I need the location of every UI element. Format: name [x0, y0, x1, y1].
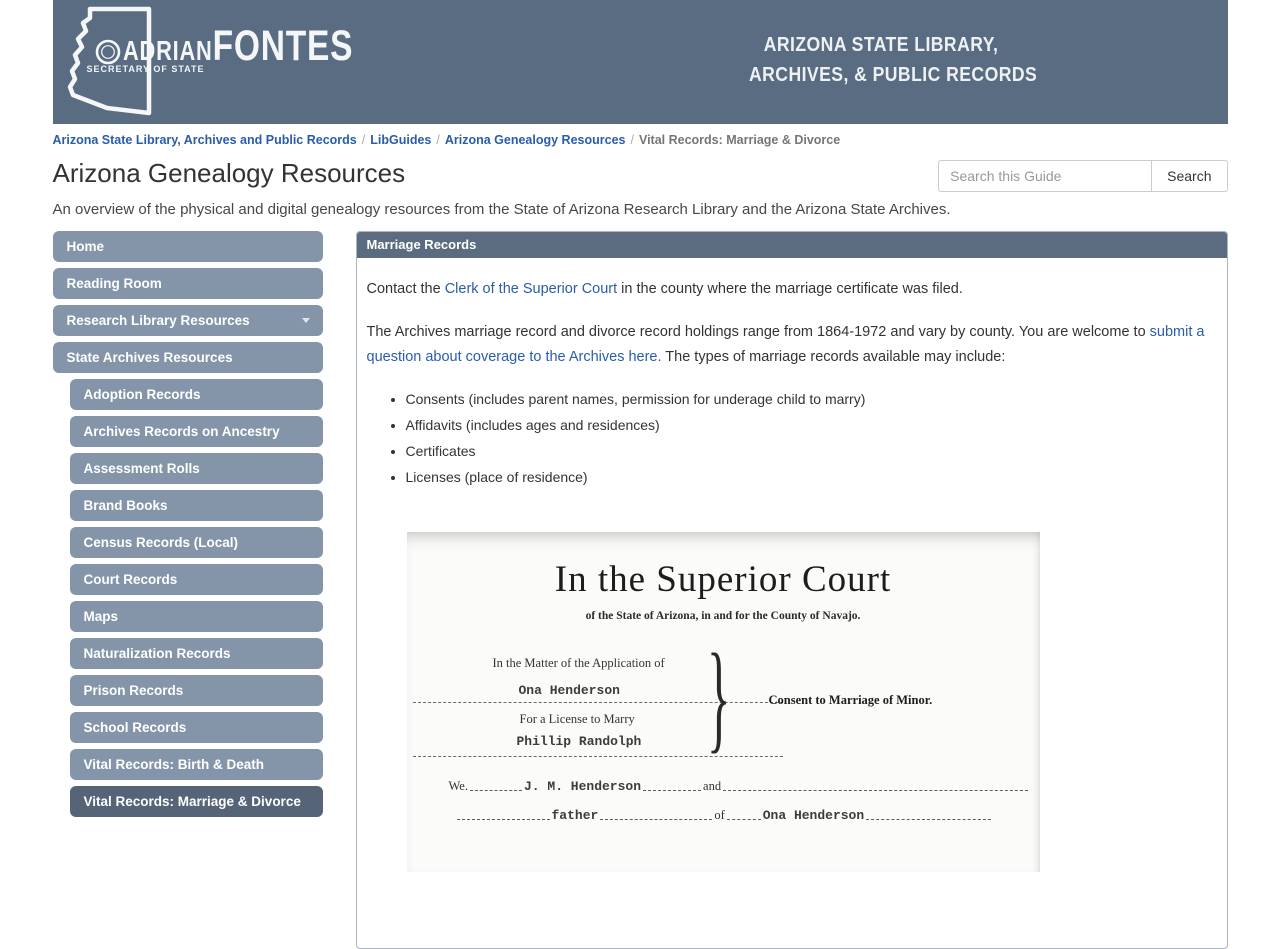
- library-org-title: [748, 30, 1037, 90]
- sidebar-item-label: Home: [66, 239, 105, 254]
- paragraph-text: in the county where the marriage certificate was filed.: [617, 281, 963, 297]
- sidebar-item-label: Maps: [83, 609, 119, 624]
- sidebar-item-census-records-local[interactable]: [70, 527, 323, 558]
- sidebar-item-reading-room[interactable]: [53, 268, 323, 299]
- consent-document-image: [407, 532, 1040, 872]
- panel-paragraph: [367, 277, 1217, 301]
- doc-and-label: and: [703, 779, 722, 794]
- doc-brace-glyph: }: [706, 629, 730, 765]
- breadcrumb-separator: /: [361, 133, 366, 147]
- main-column: [356, 231, 1228, 949]
- doc-subheading: of the State of Arizona, in and for the County of Navajo.: [585, 610, 861, 623]
- sidebar-item-label: Prison Records: [83, 683, 184, 698]
- state-seal-icon: [97, 41, 119, 63]
- inline-link[interactable]: submit a question about coverage to the Archives here.: [366, 324, 1205, 365]
- title-row: [53, 158, 1228, 192]
- search-input[interactable]: [938, 160, 1151, 192]
- breadcrumb-item[interactable]: LibGuides: [370, 133, 432, 147]
- sidebar-item-label: Brand Books: [83, 498, 168, 513]
- doc-dotted-line: [413, 756, 783, 757]
- sidebar-item-label: Court Records: [83, 572, 178, 587]
- doc-groom-name: Phillip Randolph: [516, 734, 642, 750]
- marriage-records-panel: [356, 231, 1228, 949]
- breadcrumb-item[interactable]: Arizona Genealogy Resources: [444, 133, 626, 147]
- sidebar-item-court-records[interactable]: [70, 564, 323, 595]
- record-type-item: • Affidavits (includes ages and residences): [406, 417, 1217, 433]
- doc-father-label: father: [551, 808, 599, 824]
- guide-description: An overview of the physical and digital genealogy resources from the State of Arizona Research Library and the Arizona State Archives.: [52, 201, 951, 218]
- panel-header: Marriage Records: [357, 232, 1227, 258]
- sidebar-item-label: Adoption Records: [83, 387, 201, 402]
- sidebar-item-assessment-rolls[interactable]: [70, 453, 323, 484]
- sidebar-item-maps[interactable]: [70, 601, 323, 632]
- panel-body: [357, 258, 1227, 948]
- sidebar-item-label: Research Library Resources: [66, 313, 250, 328]
- doc-applicant-name: Ona Henderson: [518, 683, 620, 699]
- org-title-line2: ARCHIVES, & PUBLIC RECORDS: [748, 64, 1037, 86]
- site-header: [53, 0, 1228, 124]
- sidebar-nav: [53, 231, 323, 949]
- page-container: [53, 0, 1228, 949]
- sidebar-item-vital-records-marriage-divorce[interactable]: [70, 786, 323, 817]
- doc-we-label: We.: [448, 779, 468, 794]
- doc-of-name: Ona Henderson: [762, 808, 865, 824]
- sidebar-item-naturalization-records[interactable]: [70, 638, 323, 669]
- sidebar-item-brand-books[interactable]: [70, 490, 323, 521]
- sidebar-item-label: Vital Records: Birth & Death: [83, 757, 265, 772]
- sidebar-item-prison-records[interactable]: [70, 675, 323, 706]
- brand-first-name: ADRIAN: [122, 35, 213, 66]
- record-type-item: • Licenses (place of residence): [406, 469, 1217, 485]
- panel-paragraph: [367, 320, 1217, 369]
- doc-consent-label: Consent to Marriage of Minor.: [768, 693, 933, 708]
- paragraph-text: The types of marriage records available may include:: [661, 348, 1006, 365]
- search-button[interactable]: Search: [1151, 160, 1227, 192]
- sidebar-item-label: State Archives Resources: [66, 350, 233, 365]
- paragraph-text: The Archives marriage record and divorce record holdings range from 1864-1972 and vary by county. You are welcome to: [366, 324, 1150, 341]
- record-type-item: • Certificates: [406, 443, 1217, 459]
- doc-heading: In the Superior Court: [554, 559, 892, 601]
- sidebar-item-vital-records-birth-death[interactable]: [70, 749, 323, 780]
- record-types-list: [367, 391, 1217, 485]
- sidebar-item-state-archives-resources[interactable]: [53, 342, 323, 373]
- doc-father-name: J. M. Henderson: [523, 779, 642, 795]
- page-title: Arizona Genealogy Resources: [52, 158, 406, 188]
- sidebar-item-label: Census Records (Local): [83, 535, 239, 550]
- doc-we-line: [449, 779, 1031, 794]
- sidebar-item-home[interactable]: [53, 231, 323, 262]
- breadcrumb-separator: /: [630, 133, 634, 147]
- sidebar-item-research-library-resources[interactable]: [53, 305, 323, 336]
- breadcrumb-item[interactable]: Arizona State Library, Archives and Public Records: [52, 133, 357, 147]
- sidebar-item-label: Reading Room: [66, 276, 162, 291]
- org-title-line1: ARIZONA STATE LIBRARY,: [763, 34, 998, 56]
- sidebar-item-school-records[interactable]: [70, 712, 323, 743]
- paragraph-text: Contact the: [366, 281, 445, 297]
- sidebar-item-label: Naturalization Records: [83, 646, 231, 661]
- breadcrumb-item: Vital Records: Marriage & Divorce: [638, 133, 841, 147]
- inline-link[interactable]: Clerk of the Superior Court: [444, 281, 618, 297]
- secretary-of-state-label: SECRETARY OF STATE: [86, 64, 205, 74]
- sidebar-item-archives-records-on-ancestry[interactable]: [70, 416, 323, 447]
- sidebar-item-label: Assessment Rolls: [83, 461, 200, 476]
- sidebar-item-label: Archives Records on Ancestry: [83, 424, 280, 439]
- record-type-item: • Consents (includes parent names, permission for underage child to marry): [406, 391, 1217, 407]
- content-row: [53, 231, 1228, 949]
- sidebar-item-adoption-records[interactable]: [70, 379, 323, 410]
- guide-search: [938, 160, 1227, 192]
- doc-license-label: For a License to Marry: [519, 712, 635, 727]
- doc-matter-label: In the Matter of the Application of: [492, 656, 665, 671]
- chevron-down-icon[interactable]: [302, 318, 310, 323]
- sidebar-item-label: School Records: [83, 720, 187, 735]
- brand-last-name: FONTES: [212, 22, 353, 70]
- breadcrumb: [53, 133, 1228, 147]
- doc-father-line: [455, 808, 994, 823]
- sidebar-item-label: Vital Records: Marriage & Divorce: [83, 794, 301, 809]
- breadcrumb-separator: /: [436, 133, 440, 147]
- doc-of-label: of: [714, 808, 725, 823]
- panel-paragraphs: [367, 277, 1217, 369]
